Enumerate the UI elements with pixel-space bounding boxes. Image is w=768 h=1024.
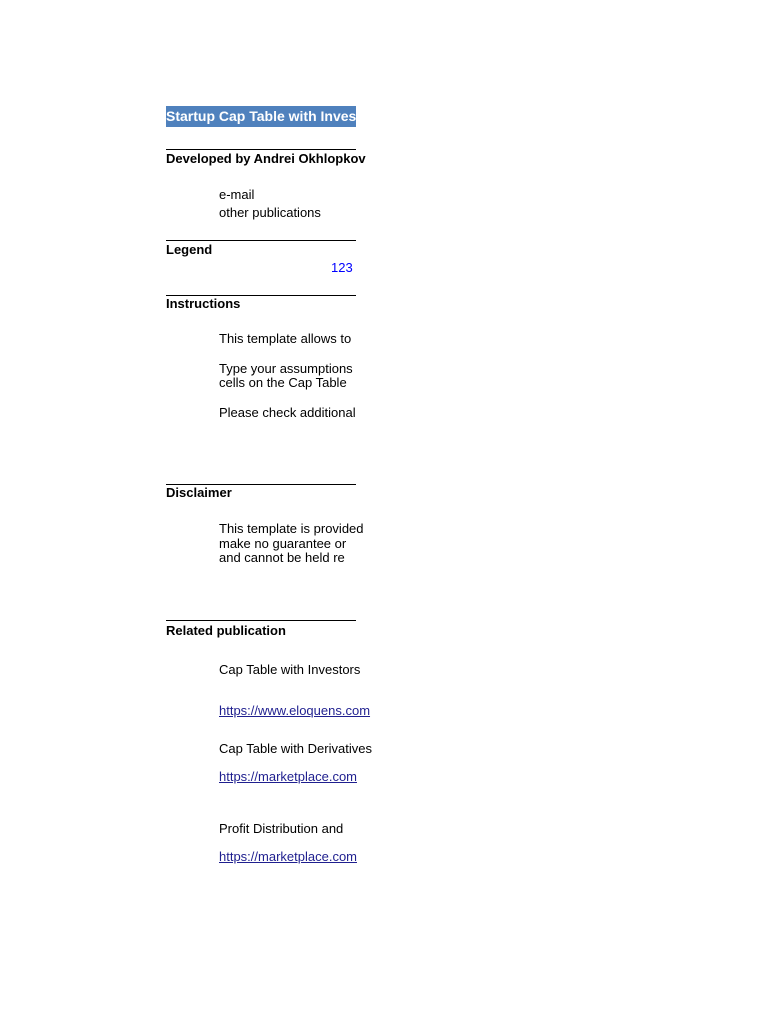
- disclaimer-line-1: This template is provided: [219, 521, 364, 536]
- visible-column-area: [166, 0, 375, 1024]
- email-cell[interactable]: e-mail: [219, 187, 255, 202]
- instructions-line-3: Please check additional: [219, 405, 356, 420]
- instructions-line-1: This template allows to: [219, 331, 352, 346]
- related-item-3-title: Profit Distribution and: [219, 821, 344, 836]
- related-item-2-link[interactable]: https://marketplace.com: [219, 769, 357, 784]
- instructions-line-2a: Type your assumptions: [219, 361, 353, 376]
- related-item-3-link[interactable]: https://marketplace.com: [219, 849, 357, 864]
- disclaimer-heading: Disclaimer: [166, 485, 232, 500]
- instructions-heading: Instructions: [166, 296, 241, 311]
- divider-developed: [166, 149, 356, 150]
- related-heading: Related publication: [166, 623, 286, 638]
- divider-legend: [166, 240, 356, 241]
- sheet-title: Startup Cap Table with Investor: [166, 106, 356, 127]
- legend-input-sample: 123: [331, 260, 353, 275]
- instructions-line-2b: cells on the Cap Table: [219, 375, 347, 390]
- related-item-1-link[interactable]: https://www.eloquens.com: [219, 703, 371, 718]
- legend-heading: Legend: [166, 242, 213, 257]
- divider-related: [166, 620, 356, 621]
- related-item-1-title: Cap Table with Investors: [219, 662, 361, 677]
- related-item-2-title: Cap Table with Derivatives: [219, 741, 372, 756]
- disclaimer-line-3: and cannot be held re: [219, 550, 345, 565]
- other-publications-cell[interactable]: other publications: [219, 205, 321, 220]
- disclaimer-line-2: make no guarantee or: [219, 536, 347, 551]
- developer-credit: Developed by Andrei Okhlopkov: [166, 151, 366, 166]
